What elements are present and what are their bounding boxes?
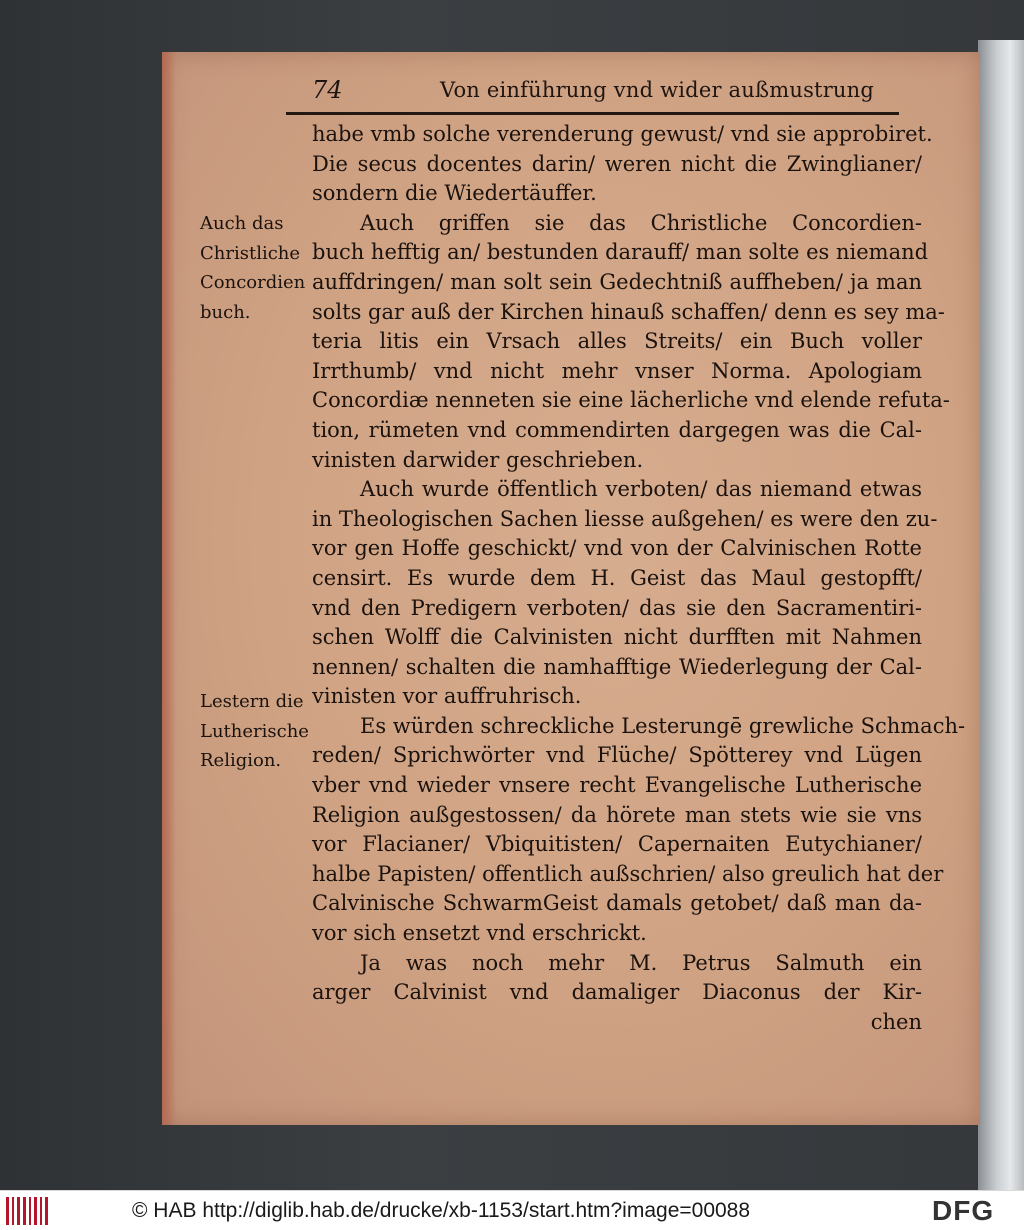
text-line: in Theologischen Sachen liesse außgehen/ es were den zu-: [312, 506, 938, 531]
text-line: vinisten darwider geschrieben.: [312, 447, 644, 472]
margin-note-concordienbuch: [200, 209, 318, 327]
text-line: censirt. Es wurde dem H. Geist das Maul gestopfft/: [312, 565, 922, 590]
text-line: nennen/ schalten die namhafftige Wiederlegung der Cal-: [312, 654, 922, 679]
text-line: auffdringen/ man solt sein Gedechtniß auffheben/ ja man: [312, 269, 922, 294]
text-line: vor sich ensetzt vnd erschrickt.: [312, 921, 647, 946]
text-line: teria litis ein Vrsach alles Streits/ ein Buch voller: [312, 329, 922, 354]
running-head: Von einführung vnd wider außmustrung: [440, 78, 875, 102]
dfg-logo: DFG: [932, 1195, 995, 1226]
text-line: arger Calvinist vnd damaliger Diaconus der Kir-: [312, 980, 922, 1005]
hab-logo-icon: [6, 1197, 48, 1225]
page-number: 74: [312, 76, 343, 104]
margin-note-line: buch.: [200, 301, 251, 323]
book-edge: [978, 40, 1024, 1190]
margin-note-line: Auch das: [200, 213, 284, 234]
margin-note-line: Lestern die: [200, 691, 304, 712]
text-line: vnd den Predigern verboten/ das sie den Sacramentiri-: [312, 595, 922, 620]
text-line: Religion außgestossen/ da hörete man stets wie sie vns: [312, 802, 922, 827]
text-line: Auch griffen sie das Christliche Concordien-: [360, 210, 922, 235]
footer-credit-link[interactable]: © HAB http://diglib.hab.de/drucke/xb-1153/start.htm?image=00088: [132, 1199, 751, 1222]
text-line: schen Wolff die Calvinisten nicht durfften mit Nahmen: [312, 625, 922, 650]
text-line: Concordiæ nenneten sie eine lächerliche vnd elende refuta-: [312, 388, 950, 413]
text-line: Irrthumb/ vnd nicht mehr vnser Norma. Apologiam: [312, 358, 922, 383]
text-line: Die secus docentes darin/ weren nicht die Zwinglianer/: [312, 151, 922, 176]
margin-note-line: Christliche: [200, 242, 301, 264]
text-line: Es würden schreckliche Lesterungē grewliche Schmach-: [360, 713, 966, 738]
text-line: sondern die Wiedertäuffer.: [312, 181, 597, 206]
text-line: vor Flacianer/ Vbiquitisten/ Capernaiten Eutychianer/: [312, 832, 922, 857]
margin-note-line: Concordien: [200, 272, 306, 294]
text-line: tion, rümeten vnd commendirten dargegen was die Cal-: [312, 417, 922, 442]
header-rule: [286, 112, 899, 115]
text-line: vber vnd wieder vnsere recht Evangelische Lutherische: [312, 773, 922, 798]
text-line: buch hefftig an/ bestunden darauff/ man solte es niemand: [312, 240, 929, 265]
margin-note-line: Lutherische: [200, 720, 309, 742]
text-line: reden/ Sprichwörter vnd Flüche/ Spötterey vnd Lügen: [312, 743, 922, 768]
catchword: chen: [870, 1009, 922, 1034]
margin-note-lestern: [200, 687, 318, 776]
text-line: halbe Papisten/ offentlich außschrien/ also greulich hat der: [312, 861, 944, 886]
text-line: Calvinische SchwarmGeist damals getobet/ daß man da-: [312, 891, 922, 916]
text-line: Auch wurde öffentlich verboten/ das niemand etwas: [360, 477, 922, 502]
footer-bar: [0, 1190, 1024, 1230]
book-page: [162, 52, 980, 1125]
text-line: habe vmb solche verenderung gewust/ vnd sie approbiret.: [312, 122, 933, 146]
text-line: vor gen Hoffe geschickt/ vnd von der Calvinischen Rotte: [312, 536, 922, 561]
text-line: Ja was noch mehr M. Petrus Salmuth ein: [360, 950, 922, 975]
margin-note-line: Religion.: [200, 750, 282, 772]
body-text: [312, 120, 966, 1037]
text-line: vinisten vor auffruhrisch.: [312, 684, 582, 709]
text-line: solts gar auß der Kirchen hinauß schaffen/ denn es sey ma-: [312, 299, 945, 324]
